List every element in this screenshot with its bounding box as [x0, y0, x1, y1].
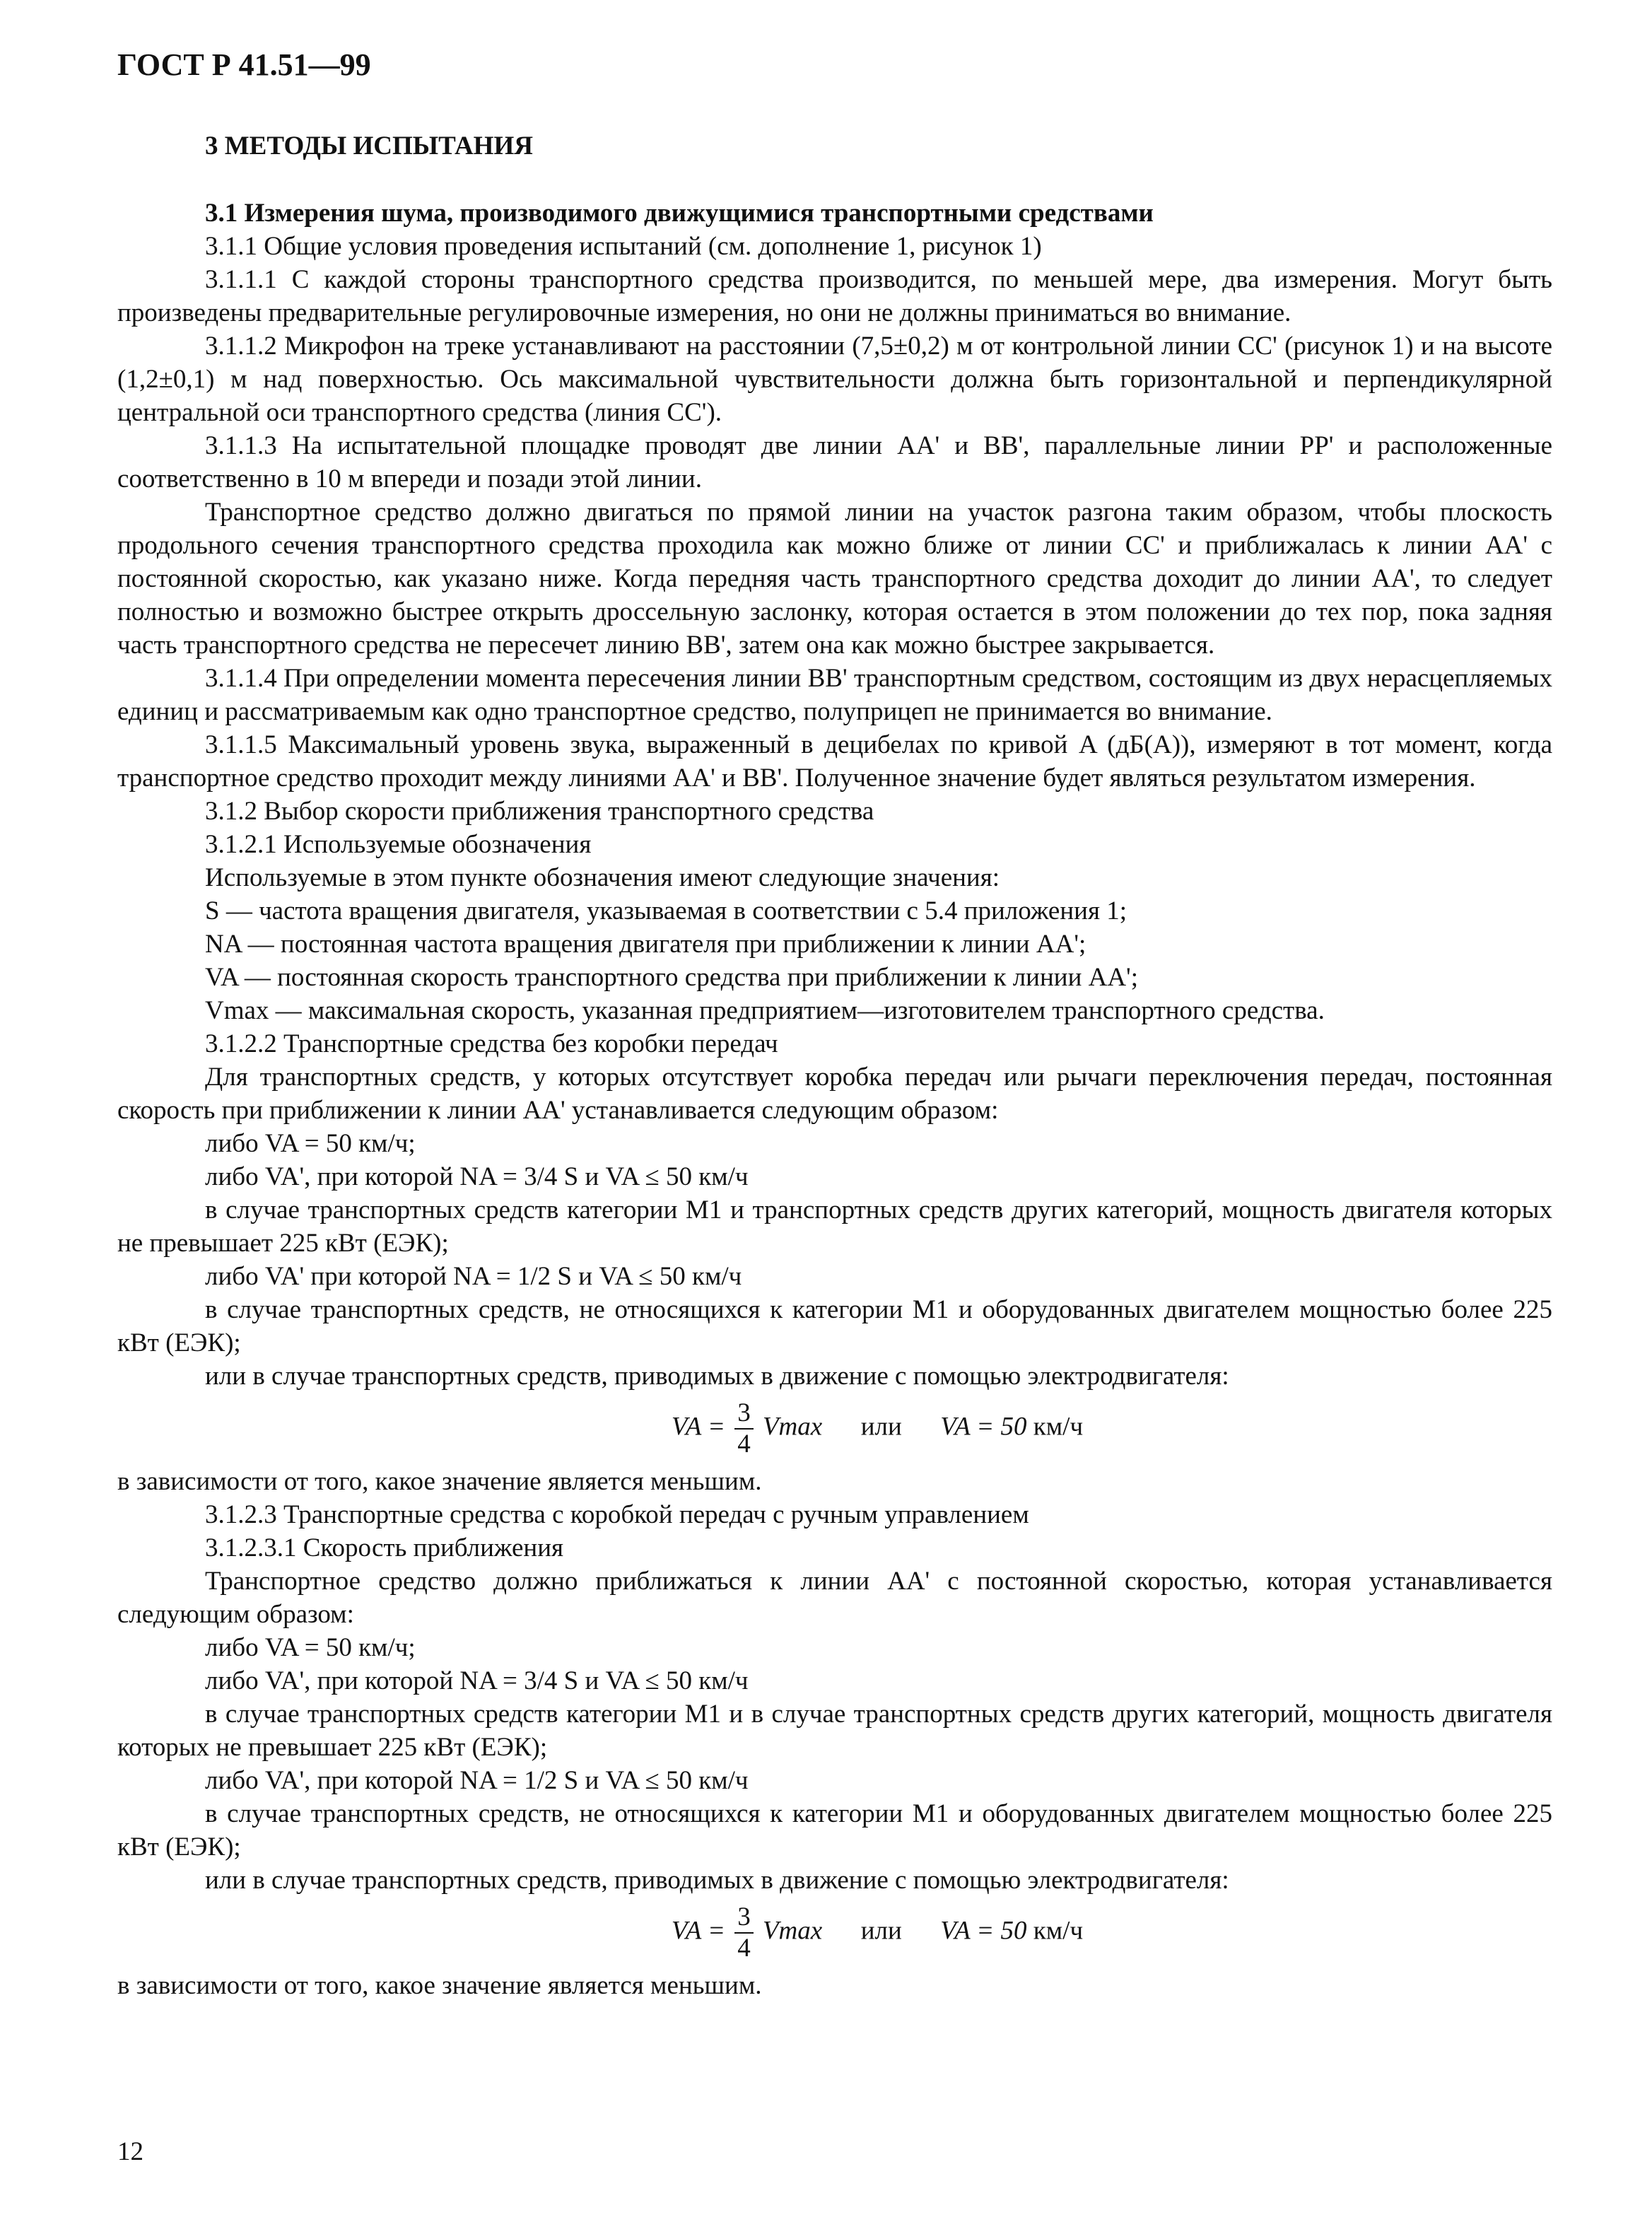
section-title: 3 МЕТОДЫ ИСПЫТАНИЯ	[205, 131, 533, 160]
formula-vmax: Vmax	[762, 1412, 823, 1442]
paragraph: либо VA = 50 км/ч;	[205, 1129, 416, 1158]
paragraph: 3.1.2.2 Транспортные средства без коробки передач	[205, 1029, 778, 1058]
formula	[117, 1398, 1552, 1459]
paragraph: либо VA = 50 км/ч;	[205, 1633, 416, 1662]
paragraph: 3.1.1 Общие условия проведения испытаний (см. дополнение 1, рисунок 1)	[205, 232, 1042, 261]
formula-rhs: VA = 50	[940, 1412, 1027, 1442]
formula-unit: км/ч	[1033, 1916, 1084, 1946]
paragraph: 3.1.1.5 Максимальный уровень звука, выраженный в децибелах по кривой A (дБ(A)), измеряют в тот момент, когда транспортное средство проходит между линиями AA' и BB'. Полученное значение будет являться результатом измерения.	[117, 730, 1552, 793]
paragraph: в случае транспортных средств, не относящихся к категории M1 и оборудованных двигателем мощностью более 225 кВт (ЕЭК);	[117, 1799, 1552, 1861]
paragraph: Используемые в этом пункте обозначения имеют следующие значения:	[205, 863, 1000, 892]
formula	[117, 1902, 1552, 1963]
paragraph: 3.1.2 Выбор скорости приближения транспортного средства	[205, 797, 874, 826]
definition-item: NA — постоянная частота вращения двигателя при приближении к линии AA';	[205, 930, 1086, 959]
doc-code-header: ГОСТ Р 41.51—99	[117, 47, 371, 82]
paragraph: 3.1.1.2 Микрофон на треке устанавливают на расстоянии (7,5±0,2) м от контрольной линии CC' (рисунок 1) и на высоте (1,2±0,1) м над поверхностью. Ось максимальной чувствительности должна быть горизонтальной и перпендикулярной центральной оси транспортного средства (линия CC').	[117, 332, 1552, 427]
definition-item: Vmax — максимальная скорость, указанная предприятием—изготовителем транспортного средства.	[205, 996, 1325, 1025]
definition-item: S — частота вращения двигателя, указываемая в соответствии с 5.4 приложения 1;	[205, 896, 1127, 925]
fraction-numerator: 3	[734, 1398, 754, 1430]
paragraph: либо VA', при которой NA = 1/2 S и VA ≤ 50 км/ч	[205, 1766, 749, 1795]
paragraph: 3.1.1.1 С каждой стороны транспортного средства производится, по меньшей мере, два измерения. Могут быть произведены предварительные регулировочные измерения, но они не должны приниматься во внимание.	[117, 265, 1552, 327]
paragraph: либо VA', при которой NA = 3/4 S и VA ≤ 50 км/ч	[205, 1162, 749, 1191]
paragraph: 3.1.2.1 Используемые обозначения	[205, 830, 592, 859]
paragraph: в зависимости от того, какое значение является меньшим.	[117, 1971, 762, 2000]
paragraph: Транспортное средство должно двигаться по прямой линии на участок разгона таким образом, чтобы плоскость продольного сечения транспортного средства проходила как можно ближе от линии CC' и приближалась к линии AA' с постоянной скоростью, как указано ниже. Когда передняя часть транспортного средства доходит до линии AA', то следует полностью и возможно быстрее открыть дроссельную заслонку, которая остается в этом положении до тех пор, пока задняя часть транспортного средства не пересечет линию BB', затем она как можно быстрее закрывается.	[117, 498, 1552, 660]
paragraph: Транспортное средство должно приближаться к линии AA' с постоянной скоростью, которая устанавливается следующим образом:	[117, 1567, 1552, 1629]
paragraph: 3.1.2.3.1 Скорость приближения	[205, 1533, 564, 1562]
page-number: 12	[117, 2137, 143, 2166]
paragraph: либо VA', при которой NA = 3/4 S и VA ≤ 50 км/ч	[205, 1666, 749, 1695]
paragraph: либо VA' при которой NA = 1/2 S и VA ≤ 50 км/ч	[205, 1262, 742, 1291]
formula-or: или	[860, 1916, 902, 1946]
paragraph: 3.1.1.3 На испытательной площадке проводят две линии AA' и BB', параллельные линии PP' и расположенные соответственно в 10 м впереди и позади этой линии.	[117, 431, 1552, 493]
paragraph: в случае транспортных средств категории M1 и транспортных средств других категорий, мощность двигателя которых не превышает 225 кВт (ЕЭК);	[117, 1196, 1552, 1258]
formula-or: или	[860, 1412, 902, 1442]
formula-lhs: VA =	[671, 1412, 725, 1442]
paragraph: Для транспортных средств, у которых отсутствует коробка передач или рычаги переключения передач, постоянная скорость при приближении к линии AA' устанавливается следующим образом:	[117, 1063, 1552, 1125]
paragraph: или в случае транспортных средств, приводимых в движение с помощью электродвигателя:	[205, 1866, 1229, 1895]
formula-fraction	[734, 1902, 754, 1963]
formula-unit: км/ч	[1033, 1412, 1084, 1442]
document-body	[117, 197, 1552, 2002]
formula-rhs: VA = 50	[940, 1916, 1027, 1946]
formula-vmax: Vmax	[762, 1916, 823, 1946]
fraction-denominator: 4	[737, 1934, 751, 1963]
paragraph: в случае транспортных средств категории M1 и в случае транспортных средств других категорий, мощность двигателя которых не превышает 225 кВт (ЕЭК);	[117, 1700, 1552, 1762]
fraction-denominator: 4	[737, 1430, 751, 1459]
paragraph: или в случае транспортных средств, приводимых в движение с помощью электродвигателя:	[205, 1362, 1229, 1391]
subsection-heading: 3.1 Измерения шума, производимого движущимися транспортными средствами	[205, 199, 1154, 228]
paragraph: в случае транспортных средств, не относящихся к категории M1 и оборудованных двигателем мощностью более 225 кВт (ЕЭК);	[117, 1295, 1552, 1357]
paragraph: в зависимости от того, какое значение является меньшим.	[117, 1467, 762, 1496]
formula-fraction	[734, 1398, 754, 1459]
definition-item: VA — постоянная скорость транспортного средства при приближении к линии AA';	[205, 963, 1139, 992]
paragraph: 3.1.2.3 Транспортные средства с коробкой передач с ручным управлением	[205, 1500, 1029, 1529]
formula-lhs: VA =	[671, 1916, 725, 1946]
paragraph: 3.1.1.4 При определении момента пересечения линии BB' транспортным средством, состоящим из двух нерасцепляемых единиц и рассматриваемым как одно транспортное средство, полуприцеп не принимается во внимание.	[117, 664, 1552, 726]
fraction-numerator: 3	[734, 1902, 754, 1934]
